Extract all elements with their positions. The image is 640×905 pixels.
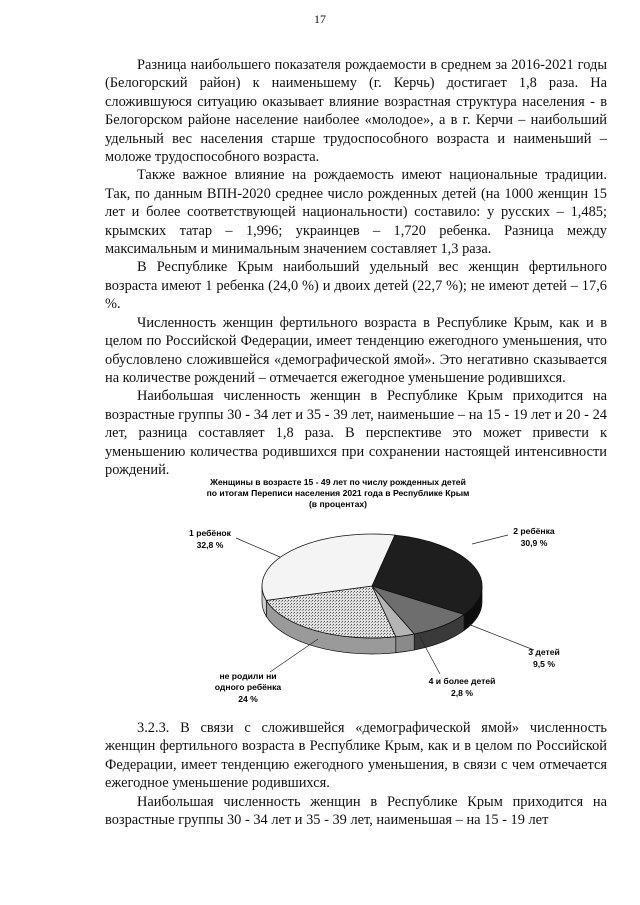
- pie-chart: [150, 474, 600, 710]
- leader-line: [270, 639, 318, 672]
- chart-title: по итогам Переписи населения 2021 года в Республике Крым: [206, 488, 470, 498]
- paragraph: Также важное влияние на рождаемость имеют национальные традиции. Так, по данным ВПН-2020 среднее число рожденных детей (на 1000 женщин 15 лет и более соответствующей национальности) составило: у русских – 1,485; крымских татар – 1,996; украинцев – 1,720 ребенка. Разница между максимальным и минимальным значением составляет 1,3 раза.: [105, 167, 607, 258]
- chart-subtitle: (в процентах): [308, 499, 368, 509]
- paragraph: Наибольшая численность женщин в Республике Крым приходится на возрастные группы 30 - 34 лет и 35 - 39 лет, наименьшая – на 15 - 19 лет: [105, 793, 607, 829]
- chart-title: Женщины в возрасте 15 - 49 лет по числу рожденных детей: [210, 477, 466, 487]
- slice-value-label: 24 %: [238, 694, 258, 704]
- pie-chart-svg: [150, 474, 600, 710]
- body-text-top: [105, 56, 607, 479]
- slice-name-label: 1 ребёнок: [189, 528, 231, 538]
- body-text-bottom: [105, 719, 607, 829]
- page-number: 17: [314, 12, 326, 26]
- slice-name-label: не родили ни: [219, 671, 277, 681]
- slice-value-label: 30,9 %: [520, 538, 548, 548]
- slice-name-label: 4 и более детей: [428, 676, 496, 686]
- slice-value-label: 2,8 %: [451, 688, 473, 698]
- leader-line: [472, 535, 508, 544]
- slice-name-label: 3 детей: [528, 647, 560, 657]
- leader-line: [468, 624, 534, 650]
- slice-value-label: 32,8 %: [196, 540, 224, 550]
- slice-value-label: 9,5 %: [533, 659, 555, 669]
- leader-line: [236, 538, 280, 557]
- paragraph: Разница наибольшего показателя рождаемости в среднем за 2016-2021 годы (Белогорский район) к наименьшему (г. Керчь) достигает 1,8 раза. На сложившуюся ситуацию оказывает влияние возрастная структура населения - в Белогорском районе население наиболее «молодое», а в г. Керчи – наибольший удельный вес населения старше трудоспособного возраста и наименьший – моложе трудоспособного возраста.: [105, 57, 607, 166]
- slice-name-label: одного ребёнка: [214, 682, 282, 692]
- paragraph: В Республике Крым наибольший удельный вес женщин фертильного возраста имеют 1 ребенка (24,0 %) и двоих детей (22,7 %); не имеют детей – 17,6 %.: [105, 259, 607, 313]
- slice-name-label: 2 ребёнка: [513, 526, 555, 536]
- paragraph: 3.2.3. В связи с сложившейся «демографической ямой» численность женщин фертильного возраста в Республике Крым, как и в целом по Российской Федерации, имеет тенденцию ежегодного уменьшения, в связи с чем отмечается ежегодное уменьшение родившихся.: [105, 720, 607, 792]
- paragraph: Наибольшая численность женщин в Республике Крым приходится на возрастные группы 30 - 34 лет и 35 - 39 лет, наименьшие – на 15 - 19 лет и 20 - 24 лет, разница составляет 1,8 раза. В перспективе это может привести к уменьшению количества родившихся при сохранении настоящей интенсивности рождений.: [105, 388, 607, 478]
- paragraph: Численность женщин фертильного возраста в Республике Крым, как и в целом по Российской Федерации, имеет тенденцию ежегодного уменьшения, что обусловлено сложившейся «демографической ямой». Это негативно сказывается на количестве рождений – отмечается ежегодное уменьшение родившихся.: [105, 314, 607, 386]
